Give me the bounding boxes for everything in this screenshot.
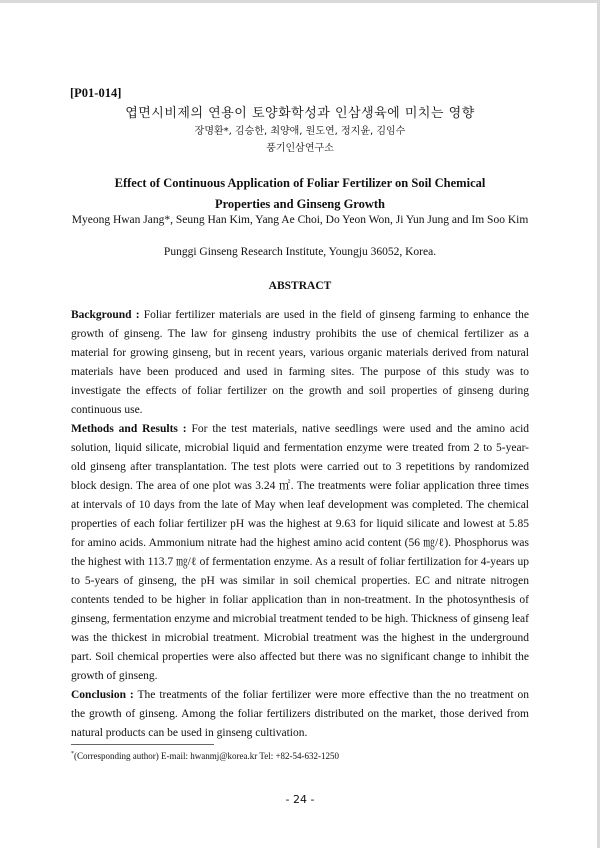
footnote xyxy=(71,751,339,761)
page-number: - 24 - xyxy=(285,793,315,806)
footnote-mark: * xyxy=(71,751,74,757)
methods-text: For the test materials, native seedlings were used and the amino acid solution, liquid silicate, microbial liquid and fermentation enzyme were treated from 2 to 5‑year-old ginseng after transplantation. The test plots were carried out to 3 repetitions by randomized block design. The area of one plot was 3.24 ㎡. The treatments were foliar application three times at intervals of 10 days from the late of May when leaf development was completed. The chemical properties of each foliar fertilizer pH was the highest at 9.63 for liquid silicate and lowest at 5.85 for amino acids. Ammonium nitrate had the highest amino acid content (56 ㎎/ℓ). Phosphorus was the highest with 113.7 ㎎/ℓ of fermentation enzyme. As a result of foliar fertilization for 4-years up to 5-years of ginseng, the pH was similar in soil chemical properties. EC and nitrate nitrogen contents tended to be higher in foliar application than in non-treatment. In the photosynthesis of ginseng, fermentation enzyme and microbial treatment tended to be high. Thickness of ginseng leaf was the thickest in microbial treatment. Microbial treatment was the highest in the underground part. Soil chemical properties were also affected but there was no significant change to inhibit the growth of ginseng. xyxy=(71,423,530,682)
conclusion-label: Conclusion : xyxy=(71,689,134,701)
english-authors: Myeong Hwan Jang*, Seung Han Kim, Yang Ae Choi, Do Yeon Won, Ji Yun Jung and Im Soo Kim xyxy=(71,214,529,226)
background-label: Background : xyxy=(71,309,140,321)
english-affiliation: Punggi Ginseng Research Institute, Youngju 36052, Korea. xyxy=(163,246,437,258)
korean-authors: 장명환*, 김승한, 최양애, 원도연, 정지윤, 김임수 xyxy=(194,126,406,137)
background-paragraph xyxy=(71,306,529,420)
abstract-body xyxy=(71,306,529,743)
page-top-border xyxy=(0,0,600,3)
background-text: Foliar fertilizer materials are used in the field of ginseng farming to enhance the growth of ginseng. The law for ginseng industry prohibits the use of chemical fertilizer as a material for growing ginseng, but in recent years, various organic materials derived from natural materials have been produced and used in farming sites. The purpose of this study was to investigate the effects of foliar fertilizer on the growth and soil properties of ginseng during continuous use. xyxy=(71,309,530,416)
english-title: Effect of Continuous Application of Foliar Fertilizer on Soil Chemical Properties and Ginseng Growth xyxy=(114,176,486,211)
methods-paragraph xyxy=(71,420,529,686)
conclusion-text: The treatments of the foliar fertilizer were more effective than the no treatment on the growth of ginseng. Among the foliar fertilizers distributed on the market, those derived from natural products can be used in ginseng cultivation. xyxy=(71,689,529,739)
poster-id: [P01-014] xyxy=(70,86,122,100)
conclusion-paragraph xyxy=(71,686,529,743)
korean-title: 엽면시비제의 연용이 토양화학성과 인삼생육에 미치는 영향 xyxy=(125,106,475,121)
footnote-divider xyxy=(71,744,214,745)
abstract-heading: ABSTRACT xyxy=(268,280,332,292)
korean-affiliation: 풍기인삼연구소 xyxy=(266,143,334,154)
footnote-text: (Corresponding author) E-mail: hwanmj@korea.kr Tel: +82-54-632-1250 xyxy=(74,751,340,761)
methods-label: Methods and Results : xyxy=(71,423,187,435)
